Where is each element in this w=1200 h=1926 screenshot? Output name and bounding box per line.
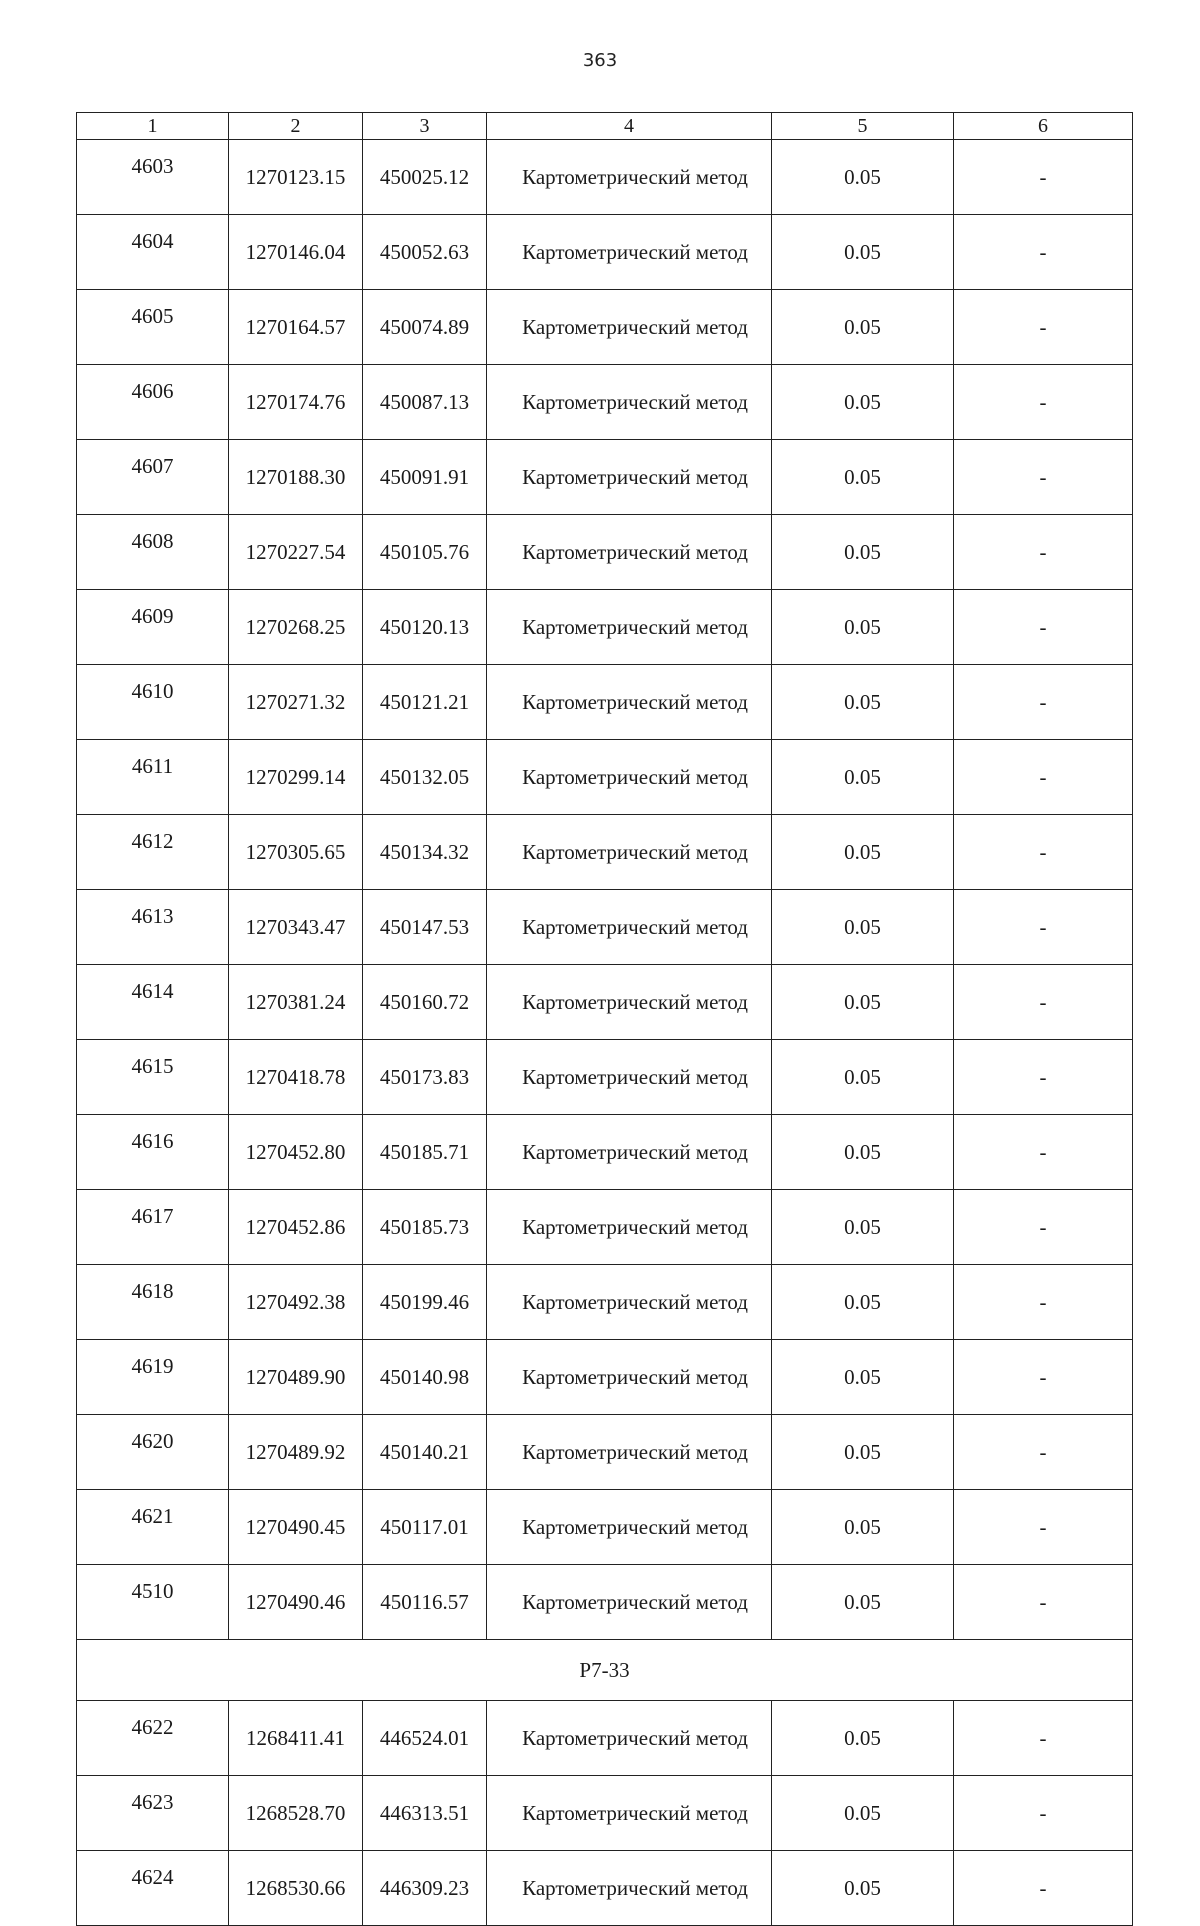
method-cell: Картометрический метод: [487, 665, 772, 740]
point-number-cell: 4616: [77, 1115, 229, 1190]
method-cell: Картометрический метод: [487, 1490, 772, 1565]
note-cell: -: [954, 1490, 1133, 1565]
table-row: [77, 665, 1133, 740]
point-number-cell: 4610: [77, 665, 229, 740]
table-row: [77, 515, 1133, 590]
method-cell: Картометрический метод: [487, 1040, 772, 1115]
point-number-cell: 4603: [77, 140, 229, 215]
x-coordinate-cell: 1270299.14: [229, 740, 363, 815]
x-coordinate-cell: 1270489.90: [229, 1340, 363, 1415]
method-cell: Картометрический метод: [487, 890, 772, 965]
accuracy-cell: 0.05: [772, 215, 954, 290]
point-number-cell: 4613: [77, 890, 229, 965]
method-cell: Картометрический метод: [487, 965, 772, 1040]
point-number-cell: 4609: [77, 590, 229, 665]
accuracy-cell: 0.05: [772, 1851, 954, 1926]
accuracy-cell: 0.05: [772, 140, 954, 215]
accuracy-cell: 0.05: [772, 1115, 954, 1190]
header-col-2: 2: [229, 113, 363, 140]
table-row: [77, 1040, 1133, 1115]
method-cell: Картометрический метод: [487, 1415, 772, 1490]
note-cell: -: [954, 815, 1133, 890]
note-cell: -: [954, 1851, 1133, 1926]
method-cell: Картометрический метод: [487, 815, 772, 890]
table-row: [77, 215, 1133, 290]
header-row: [77, 113, 1133, 140]
accuracy-cell: 0.05: [772, 365, 954, 440]
note-cell: -: [954, 665, 1133, 740]
method-cell: Картометрический метод: [487, 440, 772, 515]
point-number-cell: 4624: [77, 1851, 229, 1926]
table-row: [77, 1340, 1133, 1415]
note-cell: -: [954, 290, 1133, 365]
table-row: [77, 740, 1133, 815]
note-cell: -: [954, 215, 1133, 290]
page-number: 363: [582, 50, 618, 71]
method-cell: Картометрический метод: [487, 1565, 772, 1640]
x-coordinate-cell: 1270418.78: [229, 1040, 363, 1115]
method-cell: Картометрический метод: [487, 740, 772, 815]
table-row: [77, 815, 1133, 890]
note-cell: -: [954, 1701, 1133, 1776]
method-cell: Картометрический метод: [487, 140, 772, 215]
accuracy-cell: 0.05: [772, 590, 954, 665]
method-cell: Картометрический метод: [487, 515, 772, 590]
table-row: [77, 1115, 1133, 1190]
table-row: [77, 1776, 1133, 1851]
accuracy-cell: 0.05: [772, 965, 954, 1040]
x-coordinate-cell: 1270271.32: [229, 665, 363, 740]
x-coordinate-cell: 1270452.80: [229, 1115, 363, 1190]
x-coordinate-cell: 1270490.45: [229, 1490, 363, 1565]
x-coordinate-cell: 1270490.46: [229, 1565, 363, 1640]
note-cell: -: [954, 365, 1133, 440]
y-coordinate-cell: 446524.01: [363, 1701, 487, 1776]
note-cell: -: [954, 890, 1133, 965]
accuracy-cell: 0.05: [772, 1265, 954, 1340]
point-number-cell: 4510: [77, 1565, 229, 1640]
point-number-cell: 4611: [77, 740, 229, 815]
y-coordinate-cell: 450140.21: [363, 1415, 487, 1490]
note-cell: -: [954, 1040, 1133, 1115]
method-cell: Картометрический метод: [487, 1776, 772, 1851]
y-coordinate-cell: 450173.83: [363, 1040, 487, 1115]
accuracy-cell: 0.05: [772, 1190, 954, 1265]
table-row: [77, 965, 1133, 1040]
note-cell: -: [954, 1415, 1133, 1490]
y-coordinate-cell: 450140.98: [363, 1340, 487, 1415]
x-coordinate-cell: 1270174.76: [229, 365, 363, 440]
y-coordinate-cell: 450116.57: [363, 1565, 487, 1640]
point-number-cell: 4614: [77, 965, 229, 1040]
note-cell: -: [954, 515, 1133, 590]
y-coordinate-cell: 450025.12: [363, 140, 487, 215]
table-body: [77, 140, 1133, 1926]
accuracy-cell: 0.05: [772, 1040, 954, 1115]
x-coordinate-cell: 1270146.04: [229, 215, 363, 290]
method-cell: Картометрический метод: [487, 290, 772, 365]
accuracy-cell: 0.05: [772, 890, 954, 965]
table-row: [77, 590, 1133, 665]
point-number-cell: 4622: [77, 1701, 229, 1776]
table-row: [77, 140, 1133, 215]
table-row: [77, 290, 1133, 365]
note-cell: -: [954, 140, 1133, 215]
y-coordinate-cell: 450199.46: [363, 1265, 487, 1340]
point-number-cell: 4619: [77, 1340, 229, 1415]
method-cell: Картометрический метод: [487, 365, 772, 440]
table-row: [77, 1490, 1133, 1565]
point-number-cell: 4612: [77, 815, 229, 890]
x-coordinate-cell: 1270492.38: [229, 1265, 363, 1340]
note-cell: -: [954, 1565, 1133, 1640]
y-coordinate-cell: 450185.71: [363, 1115, 487, 1190]
point-number-cell: 4605: [77, 290, 229, 365]
y-coordinate-cell: 450091.91: [363, 440, 487, 515]
x-coordinate-cell: 1270305.65: [229, 815, 363, 890]
method-cell: Картометрический метод: [487, 1190, 772, 1265]
section-title: Р7-33: [77, 1640, 1133, 1701]
x-coordinate-cell: 1268411.41: [229, 1701, 363, 1776]
header-col-3: 3: [363, 113, 487, 140]
y-coordinate-cell: 450087.13: [363, 365, 487, 440]
table-row: [77, 365, 1133, 440]
y-coordinate-cell: 450160.72: [363, 965, 487, 1040]
accuracy-cell: 0.05: [772, 1776, 954, 1851]
y-coordinate-cell: 450120.13: [363, 590, 487, 665]
method-cell: Картометрический метод: [487, 1340, 772, 1415]
accuracy-cell: 0.05: [772, 1565, 954, 1640]
x-coordinate-cell: 1270452.86: [229, 1190, 363, 1265]
note-cell: -: [954, 1115, 1133, 1190]
note-cell: -: [954, 1340, 1133, 1415]
header-col-4: 4: [487, 113, 772, 140]
y-coordinate-cell: 450117.01: [363, 1490, 487, 1565]
y-coordinate-cell: 450132.05: [363, 740, 487, 815]
method-cell: Картометрический метод: [487, 1701, 772, 1776]
point-number-cell: 4615: [77, 1040, 229, 1115]
table-row: [77, 1851, 1133, 1926]
y-coordinate-cell: 450185.73: [363, 1190, 487, 1265]
x-coordinate-cell: 1270123.15: [229, 140, 363, 215]
x-coordinate-cell: 1270227.54: [229, 515, 363, 590]
table-row: [77, 1190, 1133, 1265]
method-cell: Картометрический метод: [487, 215, 772, 290]
method-cell: Картометрический метод: [487, 1265, 772, 1340]
y-coordinate-cell: 450105.76: [363, 515, 487, 590]
table-row: [77, 1565, 1133, 1640]
x-coordinate-cell: 1270188.30: [229, 440, 363, 515]
note-cell: -: [954, 590, 1133, 665]
y-coordinate-cell: 446309.23: [363, 1851, 487, 1926]
x-coordinate-cell: 1268530.66: [229, 1851, 363, 1926]
accuracy-cell: 0.05: [772, 1490, 954, 1565]
point-number-cell: 4618: [77, 1265, 229, 1340]
method-cell: Картометрический метод: [487, 1115, 772, 1190]
point-number-cell: 4617: [77, 1190, 229, 1265]
header-col-5: 5: [772, 113, 954, 140]
note-cell: -: [954, 1190, 1133, 1265]
accuracy-cell: 0.05: [772, 815, 954, 890]
note-cell: -: [954, 440, 1133, 515]
y-coordinate-cell: 446313.51: [363, 1776, 487, 1851]
y-coordinate-cell: 450121.21: [363, 665, 487, 740]
accuracy-cell: 0.05: [772, 740, 954, 815]
y-coordinate-cell: 450052.63: [363, 215, 487, 290]
y-coordinate-cell: 450074.89: [363, 290, 487, 365]
coordinates-table: [76, 112, 1133, 1926]
x-coordinate-cell: 1268528.70: [229, 1776, 363, 1851]
accuracy-cell: 0.05: [772, 1340, 954, 1415]
note-cell: -: [954, 1776, 1133, 1851]
accuracy-cell: 0.05: [772, 290, 954, 365]
point-number-cell: 4606: [77, 365, 229, 440]
table-row: [77, 1415, 1133, 1490]
accuracy-cell: 0.05: [772, 440, 954, 515]
accuracy-cell: 0.05: [772, 665, 954, 740]
y-coordinate-cell: 450134.32: [363, 815, 487, 890]
point-number-cell: 4608: [77, 515, 229, 590]
table-row: [77, 440, 1133, 515]
note-cell: -: [954, 965, 1133, 1040]
accuracy-cell: 0.05: [772, 515, 954, 590]
header-col-1: 1: [77, 113, 229, 140]
x-coordinate-cell: 1270268.25: [229, 590, 363, 665]
table-row: [77, 1265, 1133, 1340]
method-cell: Картометрический метод: [487, 590, 772, 665]
point-number-cell: 4623: [77, 1776, 229, 1851]
point-number-cell: 4621: [77, 1490, 229, 1565]
table-row: [77, 1701, 1133, 1776]
section-header-row: [77, 1640, 1133, 1701]
accuracy-cell: 0.05: [772, 1415, 954, 1490]
note-cell: -: [954, 1265, 1133, 1340]
method-cell: Картометрический метод: [487, 1851, 772, 1926]
x-coordinate-cell: 1270164.57: [229, 290, 363, 365]
x-coordinate-cell: 1270381.24: [229, 965, 363, 1040]
point-number-cell: 4620: [77, 1415, 229, 1490]
table-row: [77, 890, 1133, 965]
note-cell: -: [954, 740, 1133, 815]
point-number-cell: 4607: [77, 440, 229, 515]
y-coordinate-cell: 450147.53: [363, 890, 487, 965]
header-col-6: 6: [954, 113, 1133, 140]
accuracy-cell: 0.05: [772, 1701, 954, 1776]
x-coordinate-cell: 1270489.92: [229, 1415, 363, 1490]
x-coordinate-cell: 1270343.47: [229, 890, 363, 965]
point-number-cell: 4604: [77, 215, 229, 290]
